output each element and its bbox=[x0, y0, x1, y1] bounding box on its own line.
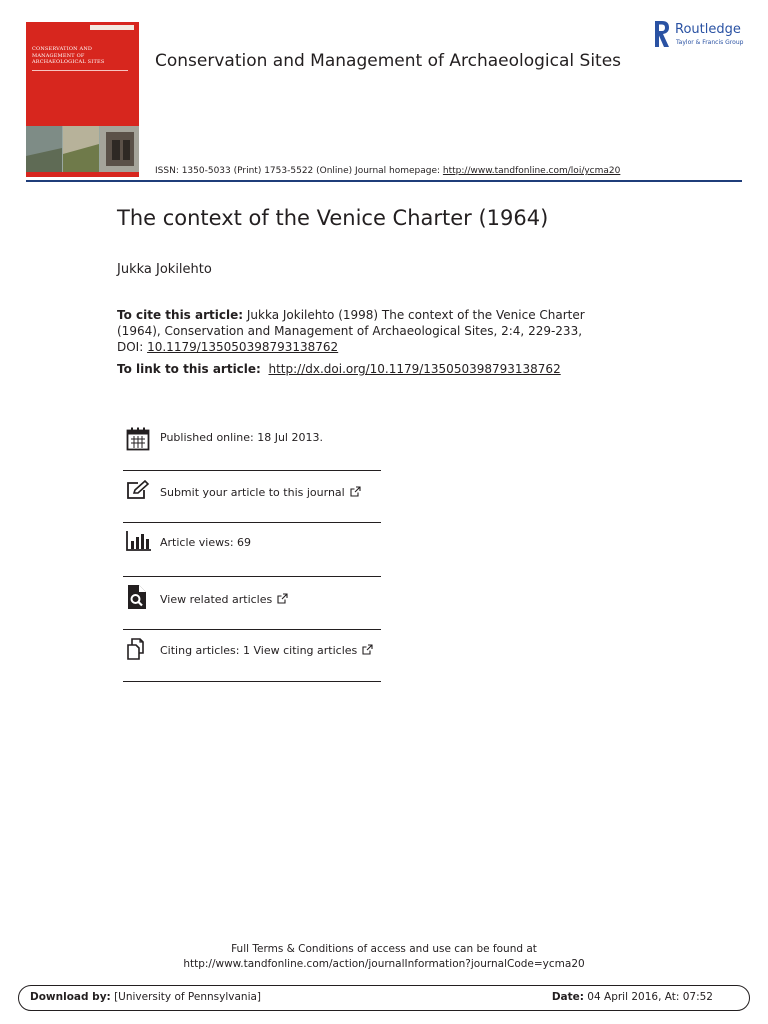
download-by bbox=[30, 991, 261, 1003]
publisher-name: Routledge bbox=[675, 22, 741, 37]
issn-line bbox=[155, 166, 620, 176]
terms-url[interactable]: http://www.tandfonline.com/action/journalInformation?journalCode=ycma20 bbox=[183, 958, 585, 970]
article-author[interactable]: Jukka Jokilehto bbox=[117, 262, 212, 277]
calendar-icon bbox=[126, 427, 150, 451]
published-row bbox=[123, 420, 381, 471]
bar-chart-icon bbox=[126, 531, 152, 551]
cite-label: To cite this article: bbox=[117, 308, 244, 322]
cover-divider bbox=[32, 70, 128, 71]
citation-block bbox=[117, 307, 587, 355]
citing-articles-icon bbox=[126, 638, 150, 660]
cite-text: Jukka Jokilehto (1998) The context of the Venice Charter (1964), Conservation and Management of Archaeological Sites, 2:4, 229-233, DOI: bbox=[117, 308, 585, 354]
issn-text: ISSN: 1350-5033 (Print) 1753-5522 (Online) Journal homepage: bbox=[155, 166, 443, 176]
article-title: The context of the Venice Charter (1964) bbox=[117, 206, 549, 230]
publisher-subtitle: Taylor & Francis Group bbox=[676, 39, 744, 46]
external-link-icon bbox=[350, 486, 361, 497]
doi-link[interactable]: 10.1179/135050398793138762 bbox=[147, 340, 339, 354]
journal-homepage-link[interactable]: http://www.tandfonline.com/loi/ycma20 bbox=[442, 166, 621, 176]
article-views: Article views: 69 bbox=[160, 536, 252, 549]
published-date: Published online: 18 Jul 2013. bbox=[160, 431, 323, 444]
routledge-r-icon bbox=[653, 19, 671, 49]
view-related-link[interactable] bbox=[160, 593, 288, 606]
download-label: Download by: bbox=[30, 991, 111, 1003]
download-date bbox=[552, 991, 713, 1003]
download-value: [University of Pennsylvania] bbox=[110, 991, 262, 1003]
external-link-icon bbox=[362, 644, 373, 655]
link-label: To link to this article: bbox=[117, 362, 261, 376]
header-rule bbox=[26, 180, 742, 182]
download-info-bar bbox=[18, 985, 750, 1011]
routledge-logo[interactable] bbox=[653, 19, 753, 59]
journal-cover-image bbox=[26, 22, 139, 177]
view-citing-link[interactable] bbox=[160, 644, 373, 657]
views-row bbox=[123, 523, 381, 577]
journal-title[interactable]: Conservation and Management of Archaeological Sites bbox=[155, 51, 622, 71]
date-label: Date: bbox=[551, 991, 584, 1003]
view-related-label: View related articles bbox=[160, 593, 273, 606]
terms-line-1: Full Terms & Conditions of access and use can be found at bbox=[231, 943, 537, 955]
date-value: 04 April 2016, At: 07:52 bbox=[583, 991, 713, 1003]
submit-article-label: Submit your article to this journal bbox=[160, 486, 345, 499]
cover-label-strip bbox=[90, 25, 134, 30]
citing-row[interactable] bbox=[123, 630, 381, 682]
related-articles-icon bbox=[126, 584, 148, 610]
related-row[interactable] bbox=[123, 577, 381, 630]
citing-articles-label: Citing articles: 1 View citing articles bbox=[160, 644, 358, 657]
article-link-line bbox=[117, 362, 561, 376]
submit-row[interactable] bbox=[123, 471, 381, 523]
article-link[interactable]: http://dx.doi.org/10.1179/135050398793138762 bbox=[268, 362, 561, 376]
external-link-icon bbox=[277, 593, 288, 604]
cover-title: CONSERVATION AND MANAGEMENT OF ARCHAEOLOGICAL SITES bbox=[32, 46, 105, 65]
submit-article-link[interactable] bbox=[160, 486, 361, 499]
cover-photo bbox=[26, 126, 139, 172]
terms-notice bbox=[0, 942, 768, 972]
edit-icon bbox=[126, 480, 150, 500]
